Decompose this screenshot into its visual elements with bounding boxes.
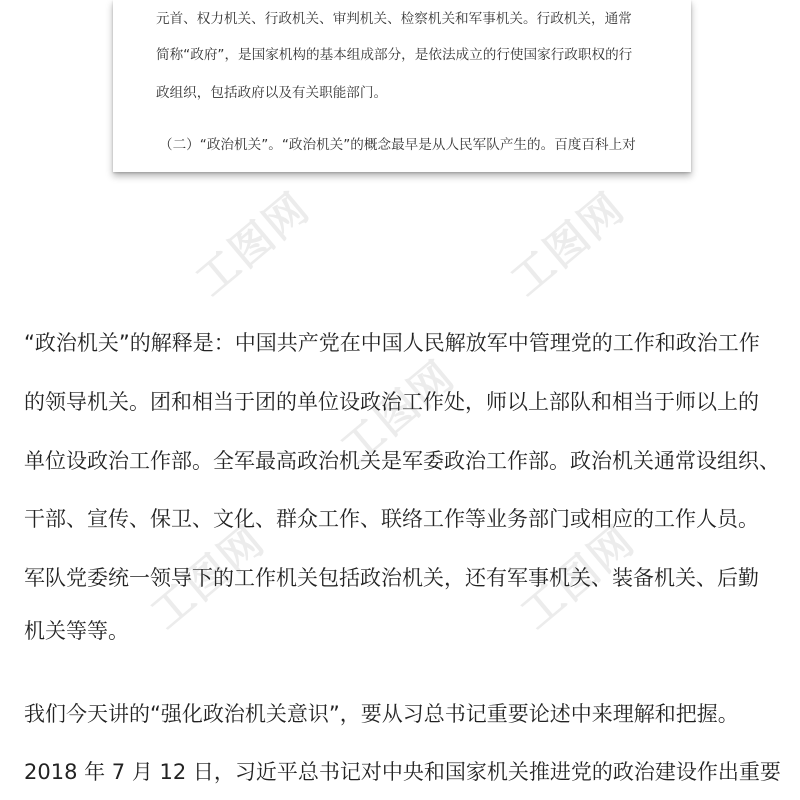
watermark: 工图网 [186, 182, 319, 306]
card-text-line: 简称“政府”，是国家机构的基本组成部分，是依法成立的行使国家行政职权的行 [156, 47, 633, 63]
watermark: 工图网 [511, 515, 644, 639]
body-text-line: 单位设政治工作部。全军最高政治机关是军委政治工作部。政治机关通常设组织、 [24, 449, 780, 473]
body-text-line: 2018 年 7 月 12 日，习近平总书记对中央和国家机关推进党的政治建设作出重要 [24, 760, 781, 784]
body-text-line: 军队党委统一领导下的工作机关包括政治机关，还有军事机关、装备机关、后勤 [24, 566, 759, 590]
document-preview-card [113, 0, 691, 172]
watermark: 工图网 [501, 182, 634, 306]
card-text-line: （二）“政治机关”。“政治机关”的概念最早是从人民军队产生的。百度百科上对 [159, 137, 636, 153]
body-text-line: 我们今天讲的“强化政治机关意识”，要从习总书记重要论述中来理解和把握。 [24, 702, 739, 726]
body-text-line: 机关等等。 [24, 619, 129, 643]
watermark: 工图网 [141, 515, 274, 639]
watermark: 工图网 [331, 350, 464, 474]
body-text-line: 干部、宣传、保卫、文化、群众工作、联络工作等业务部门或相应的工作人员。 [24, 507, 759, 531]
card-text-line: 政组织，包括政府以及有关职能部门。 [156, 85, 388, 101]
card-text-line: 元首、权力机关、行政机关、审判机关、检察机关和军事机关。行政机关，通常 [156, 11, 632, 27]
body-text-line: “政治机关”的解释是：中国共产党在中国人民解放军中管理党的工作和政治工作 [24, 331, 760, 355]
body-text-line: 的领导机关。团和相当于团的单位设政治工作处，师以上部队和相当于师以上的 [24, 390, 759, 414]
